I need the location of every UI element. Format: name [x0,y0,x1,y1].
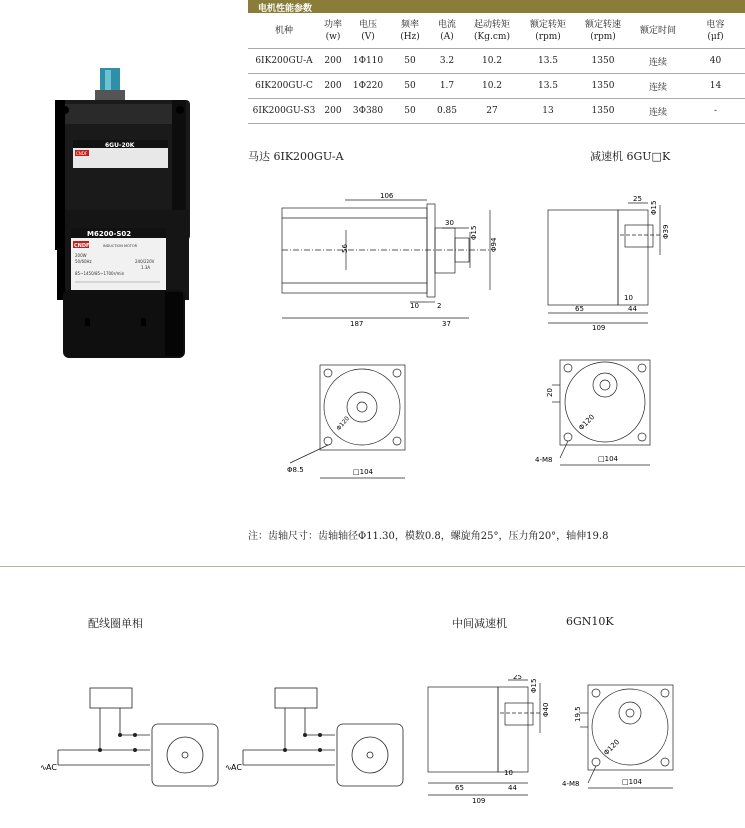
dim-10: 10 [410,302,419,310]
cell: 200 [320,49,346,74]
gear-title: 减速机 6GU□K [590,150,671,163]
gn-front-drawing [560,680,690,795]
cell: 1.7 [430,74,464,99]
gear-label: 6GU-20K [105,142,135,149]
col-frequency: 频率 (Hz) [400,20,420,42]
table-row [248,74,745,99]
cell: 1Φ220 [346,74,390,99]
ac-symbol: ∿ [40,763,47,772]
cell: 200 [320,74,346,99]
wiring-diagram-1 [40,680,230,790]
dim-phi15: Φ15 [530,678,538,693]
motor-spec-3: 1.3A [141,265,151,270]
cell: 10.2 [464,74,520,99]
dim-phi15: Φ15 [470,225,478,240]
dim-30: 30 [445,219,454,227]
dim-4m8: 4-M8 [535,456,553,464]
col-power: 功率 (w) [323,20,342,42]
cell: 50 [390,74,430,99]
dim-106: 106 [380,192,394,200]
dim-phi40: Φ40 [542,702,550,717]
dim-10: 10 [504,769,513,777]
spec-header-bar [248,0,745,13]
col-capacitor: 电容 (μf) [706,20,725,42]
dim-phi94: Φ94 [490,237,498,252]
col-rated-time: 额定时间 [639,26,676,36]
cell: - [686,99,745,124]
cell: 1350 [576,74,630,99]
mid-gear-title: 中间减速机 [452,617,507,630]
dim-65: 65 [455,784,464,792]
motor-spec-1: 50/60Hz [75,259,92,264]
cell: 10.2 [464,49,520,74]
cell: 13.5 [520,74,576,99]
dim-10: 10 [624,294,633,302]
motor-title: 马达 6IK200GU-A [248,150,344,163]
dim-187: 187 [350,320,364,328]
spec-header: 电机性能参数 [258,4,313,14]
dim-19-5: 19.5 [574,706,582,722]
col-rated-speed: 额定转速 (rpm) [584,20,621,42]
dim-phi15: Φ15 [650,200,658,215]
cell: 6IK200GU-A [248,49,320,74]
ac-label: AC [46,763,57,772]
dim-phi120: Φ120 [335,415,352,433]
dim-20: 20 [546,388,554,397]
dim-sq104: □104 [353,468,373,476]
col-voltage: 电压 (V) [358,20,377,42]
motor-subtext: INDUCTION MOTOR [103,244,138,248]
motor-label: M6200-S02 [87,230,132,238]
dim-37: 37 [442,320,451,328]
cell: 连续 [630,74,686,99]
cell: 13.5 [520,49,576,74]
cell: 13 [520,99,576,124]
cell: 1350 [576,49,630,74]
gear-front-drawing [530,355,670,470]
spec-table [248,14,745,124]
gear-side-drawing [540,195,690,330]
motor-photo [45,60,235,370]
table-row [248,99,745,124]
cell: 200 [320,99,346,124]
col-model: 机种 [274,26,293,36]
wiring-diagram-2 [225,680,415,790]
dim-phi39: Φ39 [662,224,670,239]
cell: 40 [686,49,745,74]
dim-25: 25 [633,195,642,203]
table-row [248,49,745,74]
dim-sq104: □104 [598,455,618,463]
gear-brand: CNDF [76,151,88,156]
dim-56: 56 [341,244,349,253]
mid-gear-side-drawing [420,675,560,805]
cell: 27 [464,99,520,124]
motor-spec-0: 200W [75,253,87,258]
cell: 6IK200GU-S3 [248,99,320,124]
col-rated-torque: 额定转矩 (rpm) [529,20,566,42]
ac-label: AC [231,763,242,772]
dim-44: 44 [628,305,637,313]
cell: 3Φ380 [346,99,390,124]
spec-header-row [248,14,745,49]
ac-symbol: ∿ [225,763,232,772]
dim-phi8-5: Φ8.5 [287,466,304,474]
dim-25: 25 [513,675,522,681]
cell: 50 [390,49,430,74]
cell: 0.85 [430,99,464,124]
dim-sq104: □104 [622,778,642,786]
cell: 3.2 [430,49,464,74]
col-current: 电流 (A) [437,20,456,42]
motor-side-drawing [270,190,500,330]
cell: 6IK200GU-C [248,74,320,99]
cell: 50 [390,99,430,124]
col-start-torque: 起动转矩 (Kg.cm) [473,20,510,42]
motor-spec-4: 85~1450/85~1700r/min [75,271,125,276]
dim-2: 2 [437,302,442,310]
motor-spec-2: 240/220V [135,259,155,264]
dim-65: 65 [575,305,584,313]
gn-title: 6GN10K [566,615,614,628]
dim-phi120: Φ120 [602,738,622,758]
cell: 连续 [630,99,686,124]
gear-shaft-note: 注：齿轴尺寸：齿轴轴径Φ11.30，模数0.8，螺旋角25°，压力角20°，轴伸19.8 [248,531,609,542]
dim-44: 44 [508,784,517,792]
wiring-title: 配线圈单相 [88,617,143,630]
cell: 连续 [630,49,686,74]
dim-phi120: Φ120 [577,413,597,433]
dim-4m8: 4-M8 [562,780,580,788]
motor-brand: CNDF [74,243,90,249]
cell: 14 [686,74,745,99]
motor-front-drawing [285,360,415,485]
section-divider [0,566,745,567]
dim-109: 109 [592,324,606,330]
cell: 1350 [576,99,630,124]
cell: 1Φ110 [346,49,390,74]
dim-109: 109 [472,797,486,805]
